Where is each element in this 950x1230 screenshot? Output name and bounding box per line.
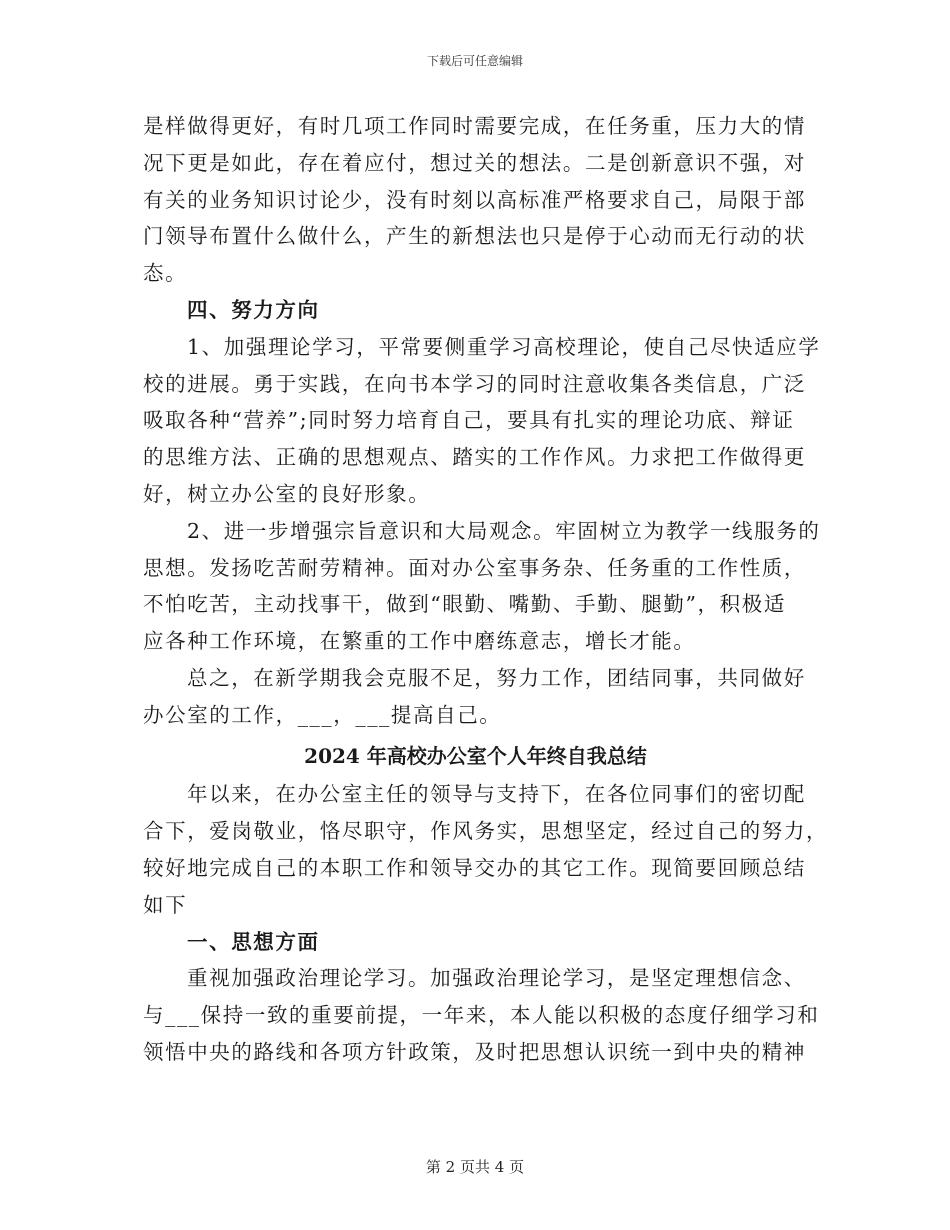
text-line: 门领导布置什么做什么，产生的新想法也只是停于心动而无行动的状 bbox=[143, 224, 806, 249]
document-title: 2024 年高校办公室个人年终自我总结 bbox=[304, 743, 647, 768]
text-line: 况下更是如此，存在着应付，想过关的想法。二是创新意识不强，对 bbox=[143, 150, 806, 175]
text-line: 有关的业务知识讨论少，没有时刻以高标准严格要求自己，局限于部 bbox=[143, 187, 806, 212]
paragraph-conclusion bbox=[143, 660, 808, 734]
text-line: 好，树立办公室的良好形象。 bbox=[143, 481, 431, 506]
section-heading-effort-direction: 四、努力方向 bbox=[187, 297, 320, 322]
text-line: 年以来，在办公室主任的领导与支持下，在各位同事们的密切配 bbox=[187, 782, 806, 807]
text-line: 总之，在新学期我会克服不足，努力工作，团结同事，共同做好 bbox=[187, 665, 806, 690]
text-line: 不怕吃苦，主动找事干，做到“眼勤、嘴勤、手勤、腿勤”，积极适 bbox=[143, 592, 786, 617]
text-line: 是样做得更好，有时几项工作同时需要完成，在任务重，压力大的情 bbox=[143, 114, 806, 138]
paragraph-theory-study bbox=[143, 329, 821, 513]
document-body bbox=[143, 108, 829, 1071]
text-line: 态。 bbox=[143, 261, 188, 286]
text-line: 吸取各种“营养”;同时努力培育自己，要具有扎实的理论功底、辩证 bbox=[143, 408, 795, 433]
text-line: 如下 bbox=[143, 892, 188, 917]
page-header: 下载后可任意编辑 bbox=[426, 54, 523, 68]
paragraph-political-study bbox=[143, 960, 820, 1070]
text-line: 思想。发扬吃苦耐劳精神。面对办公室事务杂、任务重的工作性质， bbox=[143, 555, 806, 580]
text-line: 重视加强政治理论学习。加强政治理论学习，是坚定理想信念、 bbox=[187, 966, 806, 991]
paragraph-service-awareness bbox=[143, 513, 821, 660]
text-line: 办公室的工作，___，___提高自己。 bbox=[143, 702, 502, 727]
section-heading-ideology: 一、思想方面 bbox=[187, 929, 320, 954]
text-line: 与___保持一致的重要前提，一年来，本人能以积极的态度仔细学习和 bbox=[143, 1003, 820, 1028]
text-line: 的思维方法、正确的思想观点、踏实的工作作风。力求把工作做得更 bbox=[143, 445, 806, 470]
text-line: 领悟中央的路线和各项方针政策，及时把思想认识统一到中央的精神 bbox=[143, 1039, 806, 1064]
text-line: 2、进一步增强宗旨意识和大局观念。牢固树立为教学一线服务的 bbox=[187, 518, 821, 543]
text-line: 应各种工作环境，在繁重的工作中磨练意志，增长才能。 bbox=[143, 629, 696, 654]
paragraph-intro bbox=[143, 776, 829, 923]
text-line: 1、加强理论学习，平常要侧重学习高校理论，使自己尽快适应学 bbox=[187, 334, 821, 359]
text-line: 合下，爱岗敬业，恪尽职守，作风务实，思想坚定，经过自己的努力， bbox=[143, 819, 829, 844]
paragraph-shortcomings bbox=[143, 108, 808, 292]
text-line: 较好地完成自己的本职工作和领导交办的其它工作。现简要回顾总结 bbox=[143, 855, 806, 880]
text-line: 校的进展。勇于实践，在向书本学习的同时注意收集各类信息，广泛 bbox=[143, 371, 806, 396]
page-footer: 第 2 页共 4 页 bbox=[425, 1158, 525, 1176]
